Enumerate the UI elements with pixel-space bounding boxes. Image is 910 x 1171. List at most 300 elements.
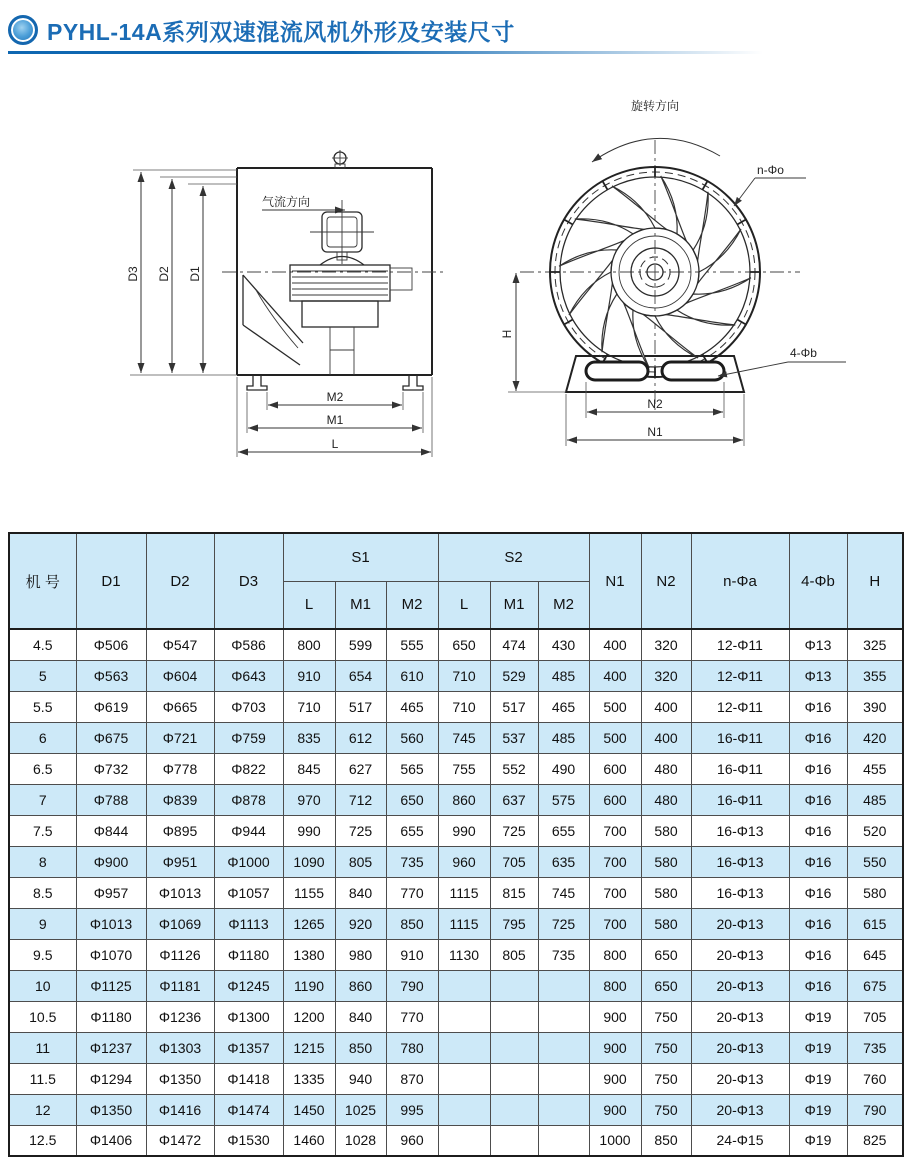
table-row — [9, 1063, 903, 1094]
table-cell: Φ1000 — [214, 846, 283, 877]
table-cell: 455 — [847, 753, 903, 784]
table-cell: 555 — [386, 629, 438, 660]
table-cell: Φ1472 — [146, 1125, 214, 1156]
table-cell: 900 — [589, 1001, 641, 1032]
table-cell — [490, 1001, 538, 1032]
table-cell: 850 — [335, 1032, 386, 1063]
table-cell: 16-Φ13 — [691, 877, 789, 908]
table-cell: 20-Φ13 — [691, 1032, 789, 1063]
table-cell: 520 — [847, 815, 903, 846]
table-cell: 870 — [386, 1063, 438, 1094]
table-cell: 529 — [490, 660, 538, 691]
table-cell: 795 — [490, 908, 538, 939]
table-cell: 700 — [589, 877, 641, 908]
table-cell — [438, 1032, 490, 1063]
table-cell: Φ16 — [789, 784, 847, 815]
table-cell: 485 — [538, 660, 589, 691]
table-cell: 560 — [386, 722, 438, 753]
table-cell: 390 — [847, 691, 903, 722]
table-cell: 10 — [9, 970, 76, 1001]
table-cell: 835 — [283, 722, 335, 753]
table-cell: Φ643 — [214, 660, 283, 691]
table-cell: 575 — [538, 784, 589, 815]
table-cell: 750 — [641, 1001, 691, 1032]
table-cell: Φ13 — [789, 660, 847, 691]
table-cell: 16-Φ13 — [691, 815, 789, 846]
table-row — [9, 1032, 903, 1063]
table-cell: 8 — [9, 846, 76, 877]
m2-label: M2 — [326, 390, 344, 404]
inlet-cone — [243, 275, 303, 365]
table-cell: 6 — [9, 722, 76, 753]
table-cell: Φ506 — [76, 629, 146, 660]
d1-label: D1 — [188, 266, 202, 282]
table-cell: 850 — [386, 908, 438, 939]
table-cell: 537 — [490, 722, 538, 753]
table-cell: 580 — [641, 846, 691, 877]
dimension-h — [500, 273, 566, 392]
table-cell: 600 — [589, 753, 641, 784]
table-cell: 517 — [335, 691, 386, 722]
table-cell: Φ1236 — [146, 1001, 214, 1032]
table-cell: Φ19 — [789, 1001, 847, 1032]
table-cell: Φ16 — [789, 908, 847, 939]
table-cell — [438, 1094, 490, 1125]
table-cell: 500 — [589, 691, 641, 722]
table-cell: 517 — [490, 691, 538, 722]
table-cell: 1155 — [283, 877, 335, 908]
table-cell: 790 — [386, 970, 438, 1001]
table-cell: 735 — [847, 1032, 903, 1063]
header-n2: N2 — [641, 533, 691, 629]
table-cell: 940 — [335, 1063, 386, 1094]
table-cell: 24-Φ15 — [691, 1125, 789, 1156]
foot-hole-label: 4-Φb — [790, 346, 817, 360]
table-cell: Φ675 — [76, 722, 146, 753]
table-cell: 840 — [335, 877, 386, 908]
header-s2-m1: M1 — [490, 581, 538, 629]
table-cell: 1200 — [283, 1001, 335, 1032]
l-label: L — [331, 437, 339, 451]
table-cell: 355 — [847, 660, 903, 691]
table-cell: Φ619 — [76, 691, 146, 722]
table-cell: 400 — [641, 722, 691, 753]
table-cell — [538, 1125, 589, 1156]
table-cell: 325 — [847, 629, 903, 660]
table-cell: Φ1125 — [76, 970, 146, 1001]
table-cell: 755 — [438, 753, 490, 784]
table-cell: Φ586 — [214, 629, 283, 660]
table-cell: 900 — [589, 1063, 641, 1094]
table-cell: 1265 — [283, 908, 335, 939]
header-s1-l: L — [283, 581, 335, 629]
table-cell: 654 — [335, 660, 386, 691]
table-cell — [438, 970, 490, 1001]
header-d1: D1 — [76, 533, 146, 629]
table-cell: 635 — [538, 846, 589, 877]
table-cell: 790 — [847, 1094, 903, 1125]
table-cell: 599 — [335, 629, 386, 660]
table-cell — [438, 1001, 490, 1032]
table-cell: 1000 — [589, 1125, 641, 1156]
table-cell: 705 — [847, 1001, 903, 1032]
lifting-eyebolt — [332, 150, 348, 168]
table-cell: 900 — [589, 1094, 641, 1125]
dimension-d3 — [126, 170, 237, 373]
table-cell: Φ1474 — [214, 1094, 283, 1125]
table-cell: 645 — [847, 939, 903, 970]
table-cell — [538, 1032, 589, 1063]
table-cell: 600 — [589, 784, 641, 815]
table-cell: 725 — [335, 815, 386, 846]
table-cell: 6.5 — [9, 753, 76, 784]
table-cell: 7.5 — [9, 815, 76, 846]
table-row — [9, 1001, 903, 1032]
fan-side-view — [126, 150, 447, 457]
table-cell: Φ1070 — [76, 939, 146, 970]
table-cell: 725 — [538, 908, 589, 939]
table-row — [9, 970, 903, 1001]
table-cell: 552 — [490, 753, 538, 784]
table-cell: Φ16 — [789, 815, 847, 846]
table-row — [9, 877, 903, 908]
table-cell: 12.5 — [9, 1125, 76, 1156]
rotation-direction — [592, 98, 720, 162]
table-cell: 474 — [490, 629, 538, 660]
header-4-phi-b: 4-Φb — [789, 533, 847, 629]
table-cell: Φ19 — [789, 1032, 847, 1063]
table-cell: 712 — [335, 784, 386, 815]
table-cell: Φ788 — [76, 784, 146, 815]
table-cell — [490, 1094, 538, 1125]
table-cell: 845 — [283, 753, 335, 784]
table-cell: 5.5 — [9, 691, 76, 722]
table-cell: 480 — [641, 784, 691, 815]
table-cell: 16-Φ11 — [691, 753, 789, 784]
table-cell: 430 — [538, 629, 589, 660]
table-cell: Φ1357 — [214, 1032, 283, 1063]
fan-front-view — [500, 98, 846, 446]
table-cell: 615 — [847, 908, 903, 939]
table-cell: Φ19 — [789, 1094, 847, 1125]
table-cell: 655 — [538, 815, 589, 846]
bullet-target-icon — [8, 15, 38, 45]
table-cell: 990 — [438, 815, 490, 846]
table-cell: 12-Φ11 — [691, 660, 789, 691]
table-cell: 735 — [538, 939, 589, 970]
table-cell: 400 — [589, 629, 641, 660]
table-cell — [490, 1032, 538, 1063]
mounting-feet — [247, 375, 423, 390]
table-cell — [538, 970, 589, 1001]
table-cell: 995 — [386, 1094, 438, 1125]
d2-label: D2 — [157, 266, 171, 282]
h-label: H — [500, 329, 514, 339]
d3-label: D3 — [126, 266, 140, 282]
table-cell: Φ16 — [789, 877, 847, 908]
table-cell: 7 — [9, 784, 76, 815]
technical-drawings — [0, 60, 910, 520]
table-cell: Φ665 — [146, 691, 214, 722]
airflow-label: 气流方向 — [262, 195, 311, 209]
dimension-m2 — [267, 390, 403, 410]
table-cell: Φ951 — [146, 846, 214, 877]
table-cell — [490, 1125, 538, 1156]
table-cell: 650 — [641, 939, 691, 970]
page-title: PYHL-14A系列双速混流风机外形及安装尺寸 — [47, 18, 515, 45]
table-cell: Φ19 — [789, 1125, 847, 1156]
bolt-circle-label: n-Φo — [757, 163, 784, 177]
header-h: H — [847, 533, 903, 629]
table-cell: 5 — [9, 660, 76, 691]
table-cell: 480 — [641, 753, 691, 784]
table-cell: Φ1180 — [76, 1001, 146, 1032]
table-cell: Φ1416 — [146, 1094, 214, 1125]
table-cell: 710 — [438, 691, 490, 722]
table-cell: 8.5 — [9, 877, 76, 908]
table-cell: 980 — [335, 939, 386, 970]
table-cell: 750 — [641, 1063, 691, 1094]
table-cell: 20-Φ13 — [691, 1094, 789, 1125]
table-cell: Φ778 — [146, 753, 214, 784]
header-s2-m2: M2 — [538, 581, 589, 629]
table-cell: Φ1294 — [76, 1063, 146, 1094]
table-cell — [438, 1125, 490, 1156]
table-cell: 1115 — [438, 908, 490, 939]
table-cell: 920 — [335, 908, 386, 939]
table-cell: 815 — [490, 877, 538, 908]
table-cell: 750 — [641, 1032, 691, 1063]
table-row — [9, 784, 903, 815]
table-cell: 20-Φ13 — [691, 1001, 789, 1032]
table-cell: 1460 — [283, 1125, 335, 1156]
spec-table-header — [9, 533, 903, 629]
table-row — [9, 660, 903, 691]
table-cell: 910 — [386, 939, 438, 970]
table-cell: 770 — [386, 1001, 438, 1032]
table-cell: 1028 — [335, 1125, 386, 1156]
dimension-d1 — [130, 184, 237, 375]
table-cell: 4.5 — [9, 629, 76, 660]
table-cell: 400 — [641, 691, 691, 722]
table-cell: 700 — [589, 815, 641, 846]
table-cell: 1450 — [283, 1094, 335, 1125]
header-group-s1: S1 — [283, 533, 438, 581]
airflow-direction — [262, 194, 345, 210]
table-cell: Φ900 — [76, 846, 146, 877]
table-cell: Φ1418 — [214, 1063, 283, 1094]
table-cell: 700 — [589, 846, 641, 877]
table-cell — [490, 1063, 538, 1094]
table-cell: Φ1303 — [146, 1032, 214, 1063]
table-cell: 16-Φ13 — [691, 846, 789, 877]
table-cell: 735 — [386, 846, 438, 877]
table-cell: 960 — [386, 1125, 438, 1156]
table-cell: 565 — [386, 753, 438, 784]
table-cell: 1090 — [283, 846, 335, 877]
table-cell — [438, 1063, 490, 1094]
title-underline — [8, 51, 763, 54]
header-d3: D3 — [214, 533, 283, 629]
header-group-s2: S2 — [438, 533, 589, 581]
table-cell: 610 — [386, 660, 438, 691]
table-cell: 805 — [490, 939, 538, 970]
table-cell: Φ944 — [214, 815, 283, 846]
table-cell: 12 — [9, 1094, 76, 1125]
table-cell: 637 — [490, 784, 538, 815]
table-cell: 11 — [9, 1032, 76, 1063]
table-cell: Φ1126 — [146, 939, 214, 970]
table-cell: Φ547 — [146, 629, 214, 660]
table-cell: 580 — [847, 877, 903, 908]
table-cell: Φ839 — [146, 784, 214, 815]
table-cell: Φ759 — [214, 722, 283, 753]
table-cell: 840 — [335, 1001, 386, 1032]
table-cell: 760 — [847, 1063, 903, 1094]
header-s1-m2: M2 — [386, 581, 438, 629]
table-cell: Φ1013 — [76, 908, 146, 939]
table-cell: 805 — [335, 846, 386, 877]
table-cell: Φ563 — [76, 660, 146, 691]
table-cell: Φ1181 — [146, 970, 214, 1001]
table-row — [9, 1125, 903, 1156]
table-cell: Φ957 — [76, 877, 146, 908]
table-cell: Φ1180 — [214, 939, 283, 970]
table-row — [9, 1094, 903, 1125]
table-cell: 860 — [335, 970, 386, 1001]
page-header — [0, 0, 910, 49]
table-cell: Φ703 — [214, 691, 283, 722]
m1-label: M1 — [326, 413, 344, 427]
n2-label: N2 — [647, 397, 663, 411]
table-cell: Φ16 — [789, 939, 847, 970]
table-cell: 20-Φ13 — [691, 908, 789, 939]
table-cell: Φ721 — [146, 722, 214, 753]
table-cell — [538, 1094, 589, 1125]
table-cell: 650 — [641, 970, 691, 1001]
header-n-phi-a: n-Φa — [691, 533, 789, 629]
table-cell: 20-Φ13 — [691, 939, 789, 970]
table-cell: 11.5 — [9, 1063, 76, 1094]
table-cell: 910 — [283, 660, 335, 691]
table-cell: Φ822 — [214, 753, 283, 784]
table-cell: 580 — [641, 877, 691, 908]
table-cell: 9 — [9, 908, 76, 939]
table-cell: 1025 — [335, 1094, 386, 1125]
table-cell: 800 — [283, 629, 335, 660]
table-cell: 1380 — [283, 939, 335, 970]
table-cell: 420 — [847, 722, 903, 753]
table-cell — [538, 1001, 589, 1032]
table-cell: Φ1069 — [146, 908, 214, 939]
table-cell: 16-Φ11 — [691, 784, 789, 815]
table-cell: 490 — [538, 753, 589, 784]
table-cell: Φ19 — [789, 1063, 847, 1094]
table-cell: 1215 — [283, 1032, 335, 1063]
table-cell: 1190 — [283, 970, 335, 1001]
table-cell: Φ1406 — [76, 1125, 146, 1156]
table-cell: Φ1237 — [76, 1032, 146, 1063]
table-cell: 745 — [438, 722, 490, 753]
table-cell: 750 — [641, 1094, 691, 1125]
table-cell: 650 — [438, 629, 490, 660]
table-cell: Φ878 — [214, 784, 283, 815]
table-cell: 710 — [283, 691, 335, 722]
table-cell: 627 — [335, 753, 386, 784]
table-cell: Φ16 — [789, 753, 847, 784]
table-cell: 770 — [386, 877, 438, 908]
table-cell: 465 — [386, 691, 438, 722]
table-cell: 705 — [490, 846, 538, 877]
header-n1: N1 — [589, 533, 641, 629]
bolt-circle-callout — [734, 163, 806, 206]
table-cell: 580 — [641, 908, 691, 939]
table-cell: Φ732 — [76, 753, 146, 784]
header-d2: D2 — [146, 533, 214, 629]
table-row — [9, 846, 903, 877]
table-cell: 485 — [538, 722, 589, 753]
table-cell: Φ1300 — [214, 1001, 283, 1032]
table-row — [9, 908, 903, 939]
table-cell: 745 — [538, 877, 589, 908]
n1-label: N1 — [647, 425, 663, 439]
table-cell: 320 — [641, 629, 691, 660]
table-cell: 725 — [490, 815, 538, 846]
table-cell: 400 — [589, 660, 641, 691]
table-cell: Φ604 — [146, 660, 214, 691]
table-cell — [490, 970, 538, 1001]
table-cell: 675 — [847, 970, 903, 1001]
motor — [290, 257, 412, 376]
table-cell: 850 — [641, 1125, 691, 1156]
table-cell: Φ1057 — [214, 877, 283, 908]
table-cell — [538, 1063, 589, 1094]
table-cell: 960 — [438, 846, 490, 877]
table-cell: 465 — [538, 691, 589, 722]
table-cell: 710 — [438, 660, 490, 691]
table-cell: 655 — [386, 815, 438, 846]
table-cell: 1335 — [283, 1063, 335, 1094]
table-cell: 1130 — [438, 939, 490, 970]
table-cell: 12-Φ11 — [691, 629, 789, 660]
table-cell: Φ16 — [789, 722, 847, 753]
table-row — [9, 753, 903, 784]
table-row — [9, 691, 903, 722]
table-row — [9, 629, 903, 660]
table-cell: 20-Φ13 — [691, 970, 789, 1001]
table-cell: Φ895 — [146, 815, 214, 846]
table-cell: 580 — [641, 815, 691, 846]
table-cell: 800 — [589, 970, 641, 1001]
spec-table — [8, 532, 904, 1157]
table-cell: Φ16 — [789, 970, 847, 1001]
table-cell: Φ1350 — [76, 1094, 146, 1125]
table-cell: Φ1530 — [214, 1125, 283, 1156]
table-row — [9, 815, 903, 846]
table-cell: 20-Φ13 — [691, 1063, 789, 1094]
table-cell: 320 — [641, 660, 691, 691]
table-cell: 970 — [283, 784, 335, 815]
table-cell: 485 — [847, 784, 903, 815]
spec-table-body — [9, 629, 903, 1156]
table-cell: 500 — [589, 722, 641, 753]
table-cell: 12-Φ11 — [691, 691, 789, 722]
table-cell: 9.5 — [9, 939, 76, 970]
table-cell: Φ1113 — [214, 908, 283, 939]
table-cell: Φ844 — [76, 815, 146, 846]
table-cell: 990 — [283, 815, 335, 846]
header-machine-no: 机 号 — [9, 533, 76, 629]
